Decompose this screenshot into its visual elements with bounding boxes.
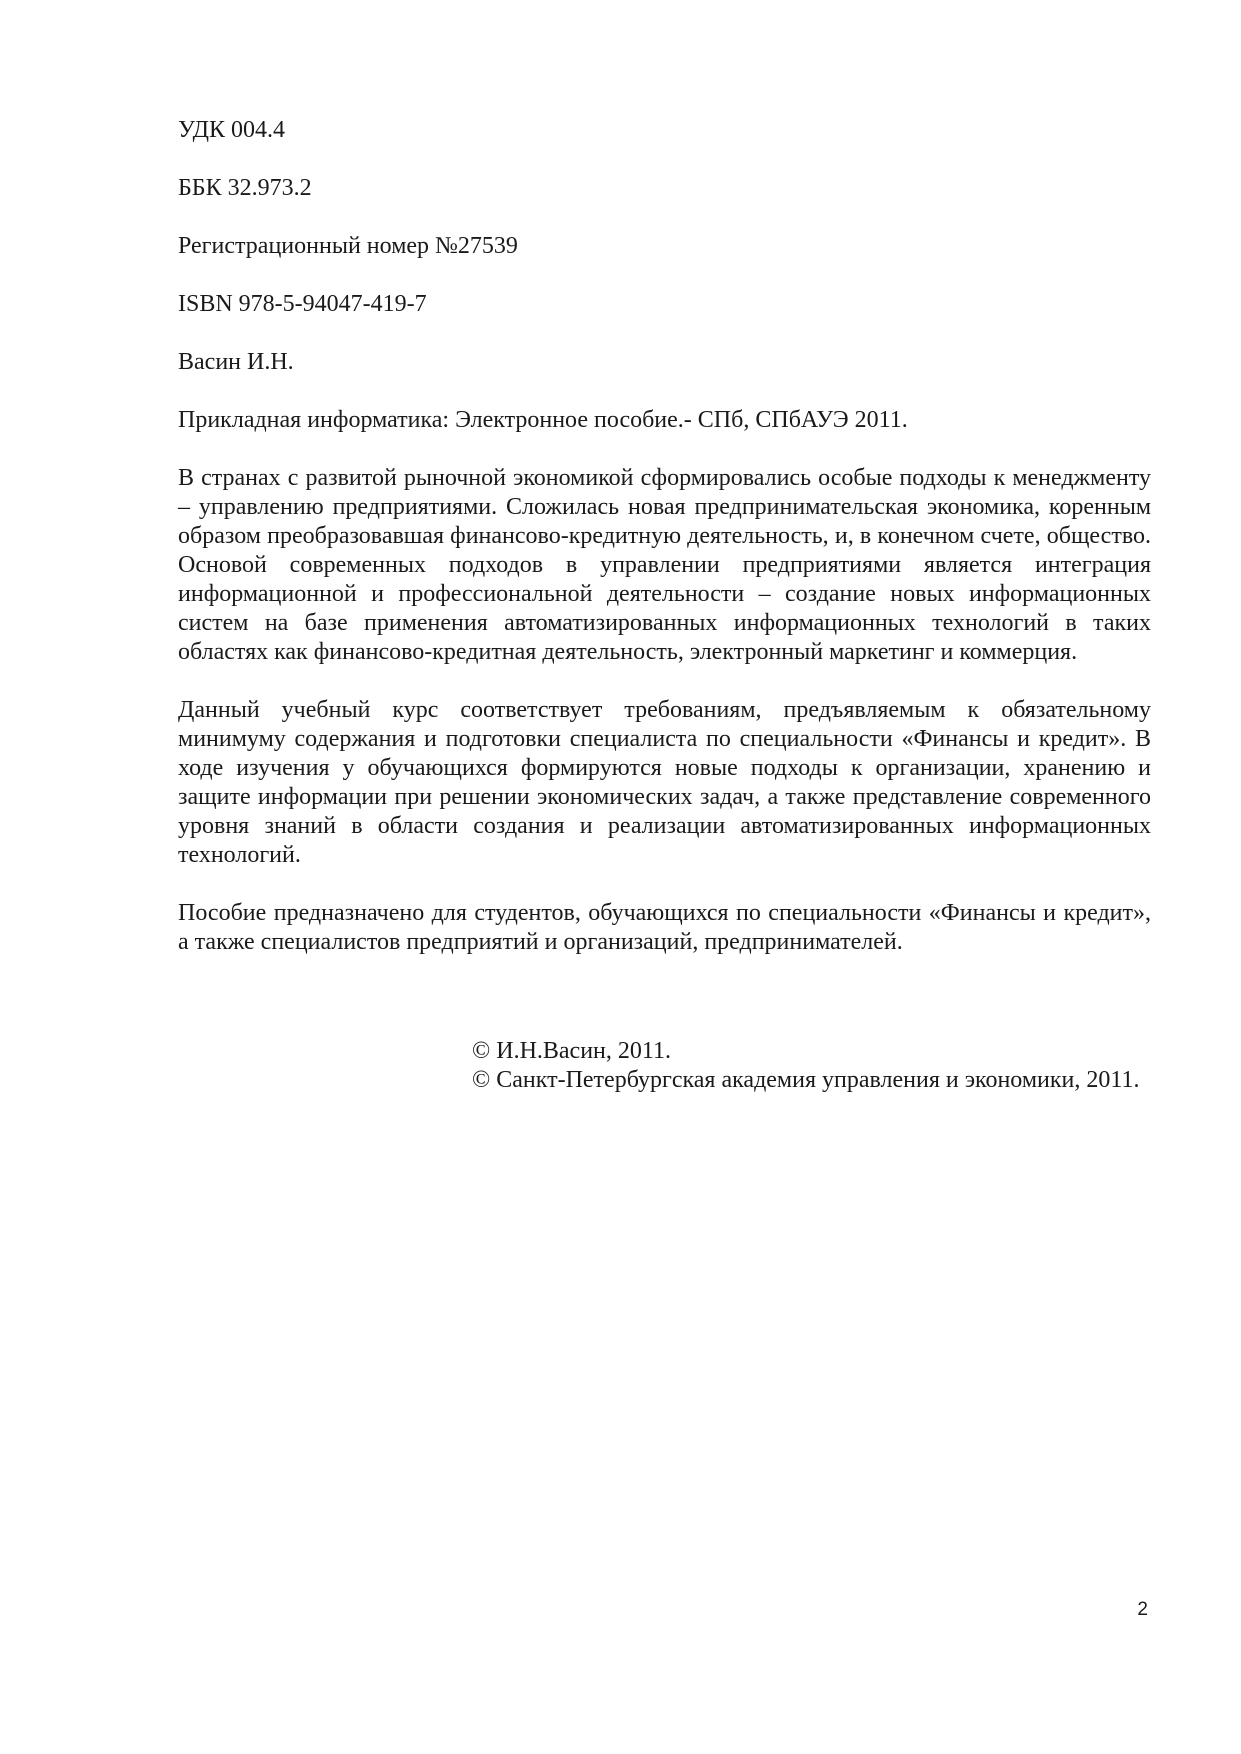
document-body [178,116,1151,986]
annotation-paragraph-1: В странах с развитой рыночной экономикой сформировались особые подходы к менеджменту – управлению предприятиями. Сложилась новая предпринимательская экономика, коренным образом преобразовавшая финансово-кредитную деятельность, и, в конечном счете, общество. Основой современных подходов в управлении предприятиями является интеграция информационной и профессиональной деятельности – создание новых информационных систем на базе применения автоматизированных информационных технологий в таких областях как финансово-кредитная деятельность, электронный маркетинг и коммерция. [178,465,1151,665]
registration-number: Регистрационный номер №27539 [178,233,518,259]
author: Васин И.Н. [178,349,294,375]
annotation-paragraph-3: Пособие предназначено для студентов, обучающихся по специальности «Финансы и кредит», а также специалистов предприятий и организаций, предпринимателей. [178,900,1151,955]
title-line: Прикладная информатика: Электронное пособие.- СПб, СПбАУЭ 2011. [178,407,908,433]
udc-code: УДК 004.4 [178,117,285,143]
isbn: ISBN 978-5-94047-419-7 [178,291,427,317]
annotation-paragraph-2: Данный учебный курс соответствует требованиям, предъявляемым к обязательному минимуму содержания и подготовки специалиста по специальности «Финансы и кредит». В ходе изучения у обучающихся формируются новые подходы к организации, хранению и защите информации при решении экономических задач, а также представление современного уровня знаний в области создания и реализации автоматизированных информационных технологий. [178,697,1151,868]
copyright-academy: © Санкт-Петербургская академия управления и экономики, 2011. [472,1067,1140,1093]
bbk-code: ББК 32.973.2 [178,175,312,201]
page-number: 2 [1137,1599,1148,1620]
copyright-block [472,1037,1151,1095]
copyright-author: © И.Н.Васин, 2011. [472,1038,672,1064]
